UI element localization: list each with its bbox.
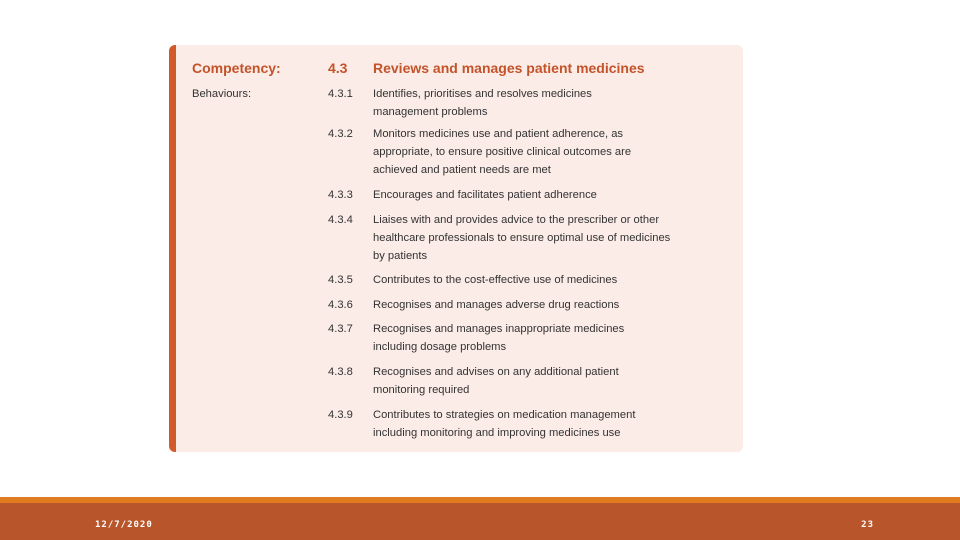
behaviour-text: [373, 211, 703, 265]
behaviour-text: [373, 296, 703, 314]
behaviour-line: Contributes to the cost-effective use of medicines: [373, 274, 618, 286]
competency-number: 4.3: [328, 60, 348, 76]
competency-card: [169, 45, 743, 452]
behaviour-line: Recognises and manages inappropriate medicines: [373, 323, 625, 335]
behaviour-number: 4.3.4: [328, 214, 353, 226]
behaviours-label: Behaviours:: [192, 88, 252, 100]
behaviour-line: achieved and patient needs are met: [373, 164, 551, 176]
competency-label: Competency:: [192, 60, 281, 76]
page-number: 23: [861, 520, 874, 530]
behaviour-text: [373, 406, 703, 442]
behaviour-line: by patients: [373, 250, 428, 262]
behaviour-text: [373, 125, 703, 179]
behaviour-number: 4.3.2: [328, 128, 353, 140]
behaviour-line: Contributes to strategies on medication management: [373, 409, 636, 421]
behaviour-number: 4.3.1: [328, 88, 353, 100]
behaviour-number: 4.3.6: [328, 299, 353, 311]
behaviour-line: including dosage problems: [373, 341, 507, 353]
behaviour-line: monitoring required: [373, 384, 470, 396]
behaviour-text: [373, 363, 703, 399]
behaviour-number: 4.3.9: [328, 409, 353, 421]
behaviour-line: Identifies, prioritises and resolves medicines: [373, 88, 592, 100]
behaviour-line: appropriate, to ensure positive clinical outcomes are: [373, 146, 632, 158]
behaviour-number: 4.3.8: [328, 366, 353, 378]
behaviour-text: [373, 271, 703, 289]
behaviour-number: 4.3.5: [328, 274, 353, 286]
behaviour-line: including monitoring and improving medicines use: [373, 427, 621, 439]
competency-title: Reviews and manages patient medicines: [373, 60, 645, 76]
behaviour-line: Liaises with and provides advice to the prescriber or other: [373, 214, 660, 226]
behaviour-text: [373, 186, 703, 204]
behaviour-line: Recognises and advises on any additional patient: [373, 366, 619, 378]
behaviour-line: Recognises and manages adverse drug reactions: [373, 299, 620, 311]
behaviour-line: healthcare professionals to ensure optimal use of medicines: [373, 232, 671, 244]
behaviour-number: 4.3.3: [328, 189, 353, 201]
behaviour-text: [373, 85, 703, 121]
slide-footer: [0, 503, 960, 540]
behaviour-line: Monitors medicines use and patient adherence, as: [373, 128, 624, 140]
behaviour-number: 4.3.7: [328, 323, 353, 335]
behaviour-line: management problems: [373, 106, 488, 118]
behaviour-text: [373, 320, 703, 356]
behaviour-line: Encourages and facilitates patient adherence: [373, 189, 597, 201]
footer-date: 12/7/2020: [95, 520, 153, 530]
